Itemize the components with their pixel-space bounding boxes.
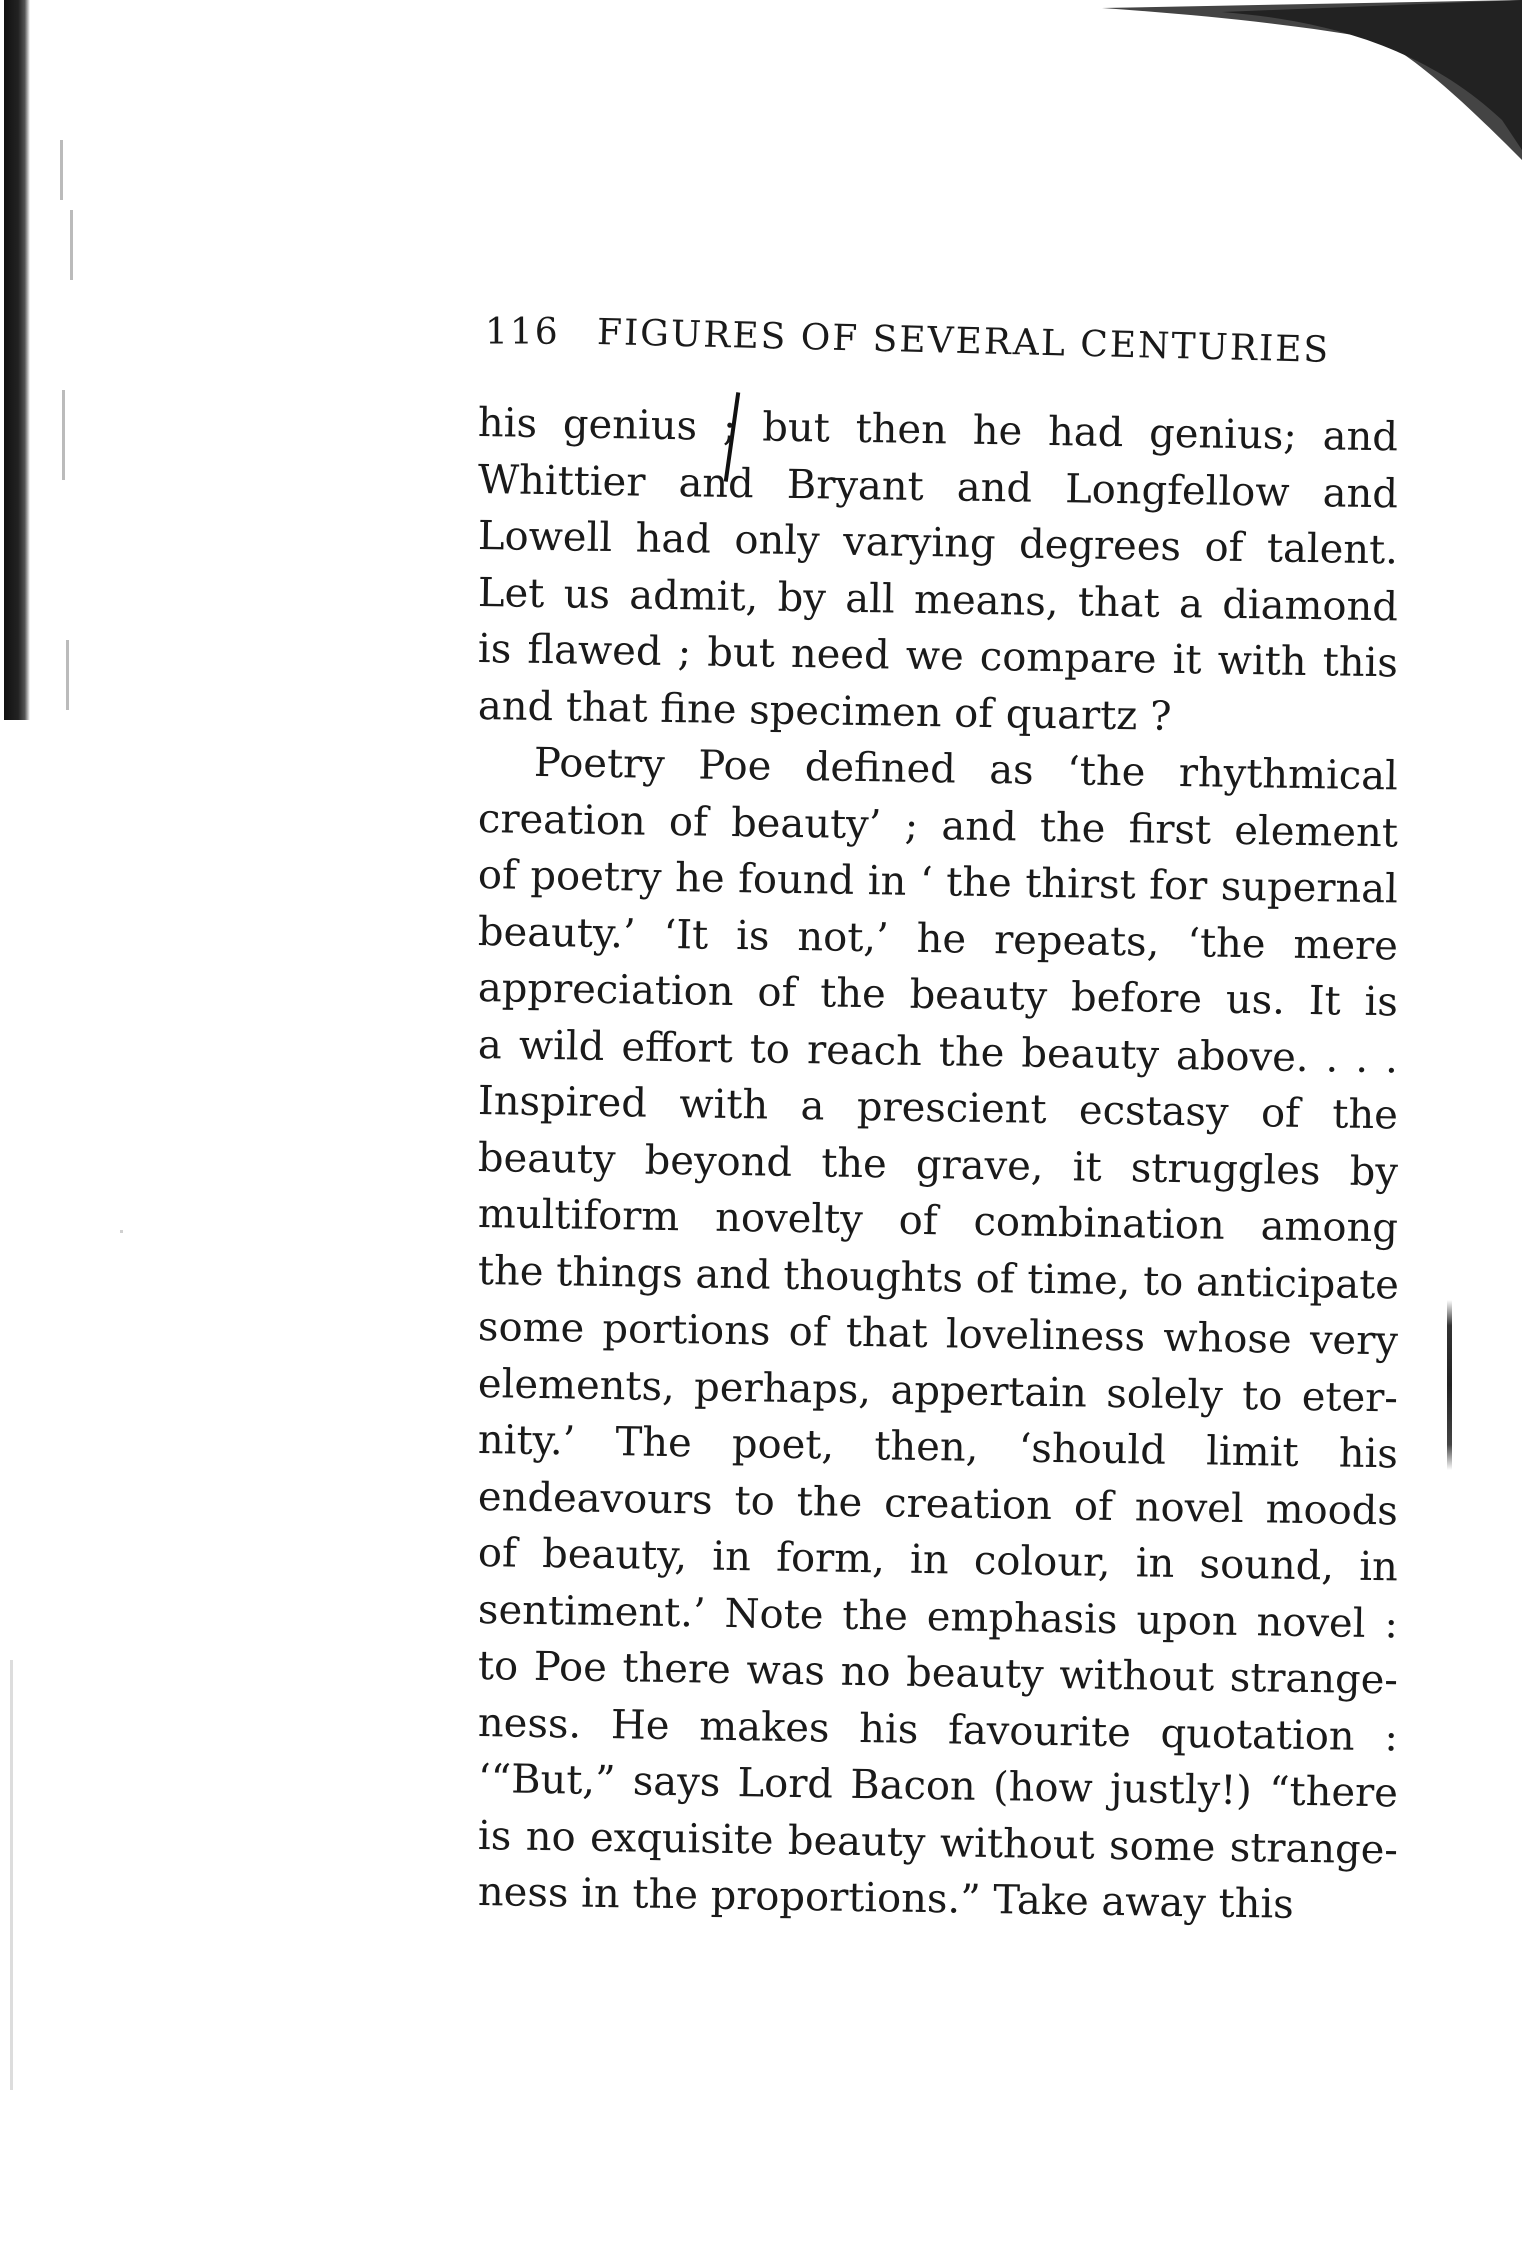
margin-speckle [70,210,73,280]
text-line: beauty beyond the grave, it struggles by [477,1134,1399,1195]
text-line: ‘“But,” says Lord Bacon (how justly!) “there [477,1756,1399,1817]
text-line: nity.’ The poet, then, ‘should limit his [477,1417,1399,1478]
pencil-margin-mark [1447,1300,1452,1470]
page-number: 116 [485,312,560,353]
text-line: a wild effort to reach the beauty above. . . . [477,1021,1399,1082]
text-line: Let us admit, by all means, that a diamond [477,569,1399,630]
running-title: FIGURES OF SEVERAL CENTURIES [596,312,1331,371]
running-head [485,312,1385,371]
text-line: some portions of that loveliness whose very [477,1304,1399,1365]
text-line: Lowell had only varying degrees of talent. [477,513,1399,574]
text-line: Whittier and Bryant and Longfellow and [477,456,1399,517]
text-line: beauty.’ ‘It is not,’ he repeats, ‘the mere [477,908,1399,969]
text-line: is no exquisite beauty without some strange- [477,1812,1399,1873]
text-line: of poetry he found in ‘ the thirst for supernal [477,852,1399,913]
text-line: endeavours to the creation of novel moods [477,1473,1399,1534]
page-corner-shadow [1102,0,1522,160]
margin-speckle [60,140,63,200]
text-line: appreciation of the beauty before us. It is [477,965,1399,1026]
text-line: to Poe there was no beauty without strange- [477,1643,1399,1704]
margin-speckle [62,390,65,480]
margin-speckle [10,1660,13,2090]
text-line: Inspired with a prescient ecstasy of the [477,1078,1399,1139]
text-line: multiform novelty of combination among [477,1191,1399,1252]
text-line: and that fine specimen of quartz ? [477,682,1172,740]
text-line: his genius ; but then he had genius; and [477,400,1399,461]
binding-shadow [4,0,30,720]
margin-speckle [66,640,69,710]
text-line: sentiment.’ Note the emphasis upon novel : [477,1586,1399,1647]
margin-speckle [120,1230,123,1233]
body-text [477,395,1400,1928]
text-line: elements, perhaps, appertain solely to eter- [477,1360,1399,1421]
text-line: of beauty, in form, in colour, in sound, in [477,1530,1399,1591]
text-line: ness in the proportions.” Take away this [477,1869,1295,1928]
text-line: the things and thoughts of time, to anticipate [477,1247,1400,1308]
text-line: is flawed ; but need we compare it with this [477,626,1399,687]
paragraph-start-line: Poetry Poe defined as ‘the rhythmical [533,739,1399,800]
text-line: creation of beauty’ ; and the first element [477,795,1399,856]
text-line: ness. He makes his favourite quotation : [477,1699,1399,1760]
